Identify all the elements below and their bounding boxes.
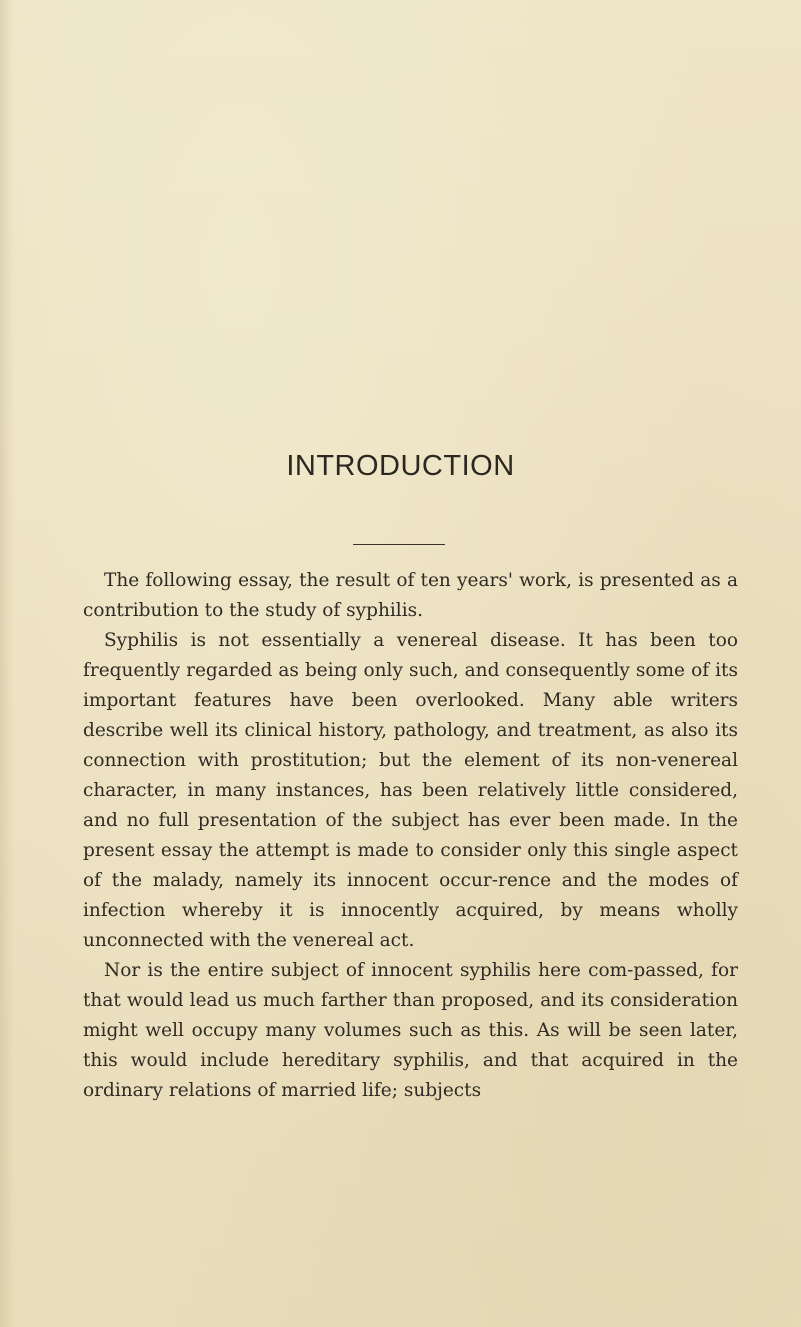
paragraph: The following essay, the result of ten years' work, is presented as a contribution to the study of syphilis. — [83, 570, 738, 621]
title-divider-rule — [353, 544, 445, 545]
spine-shadow — [0, 0, 14, 1327]
body-text — [83, 566, 738, 1106]
chapter-title: INTRODUCTION — [286, 450, 515, 482]
paragraph: Nor is the entire subject of innocent syphilis here com-passed, for that would lead us much farther than proposed, and its consideration might well occupy many volumes such as this. As will be seen later, this would include hereditary syphilis, and that acquired in the ordinary relations of married life; subjects — [83, 960, 738, 1101]
paragraph: Syphilis is not essentially a venereal disease. It has been too frequently regarded as being only such, and consequently some of its important features have been overlooked. Many able writers describe well its clinical history, pathology, and treatment, as also its connection with prostitution; but the element of its non-venereal character, in many instances, has been relatively little considered, and no full presentation of the subject has ever been made. In the present essay the attempt is made to consider only this single aspect of the malady, namely its innocent occur-rence and the modes of infection whereby it is innocently acquired, by means wholly unconnected with the venereal act. — [83, 630, 738, 951]
